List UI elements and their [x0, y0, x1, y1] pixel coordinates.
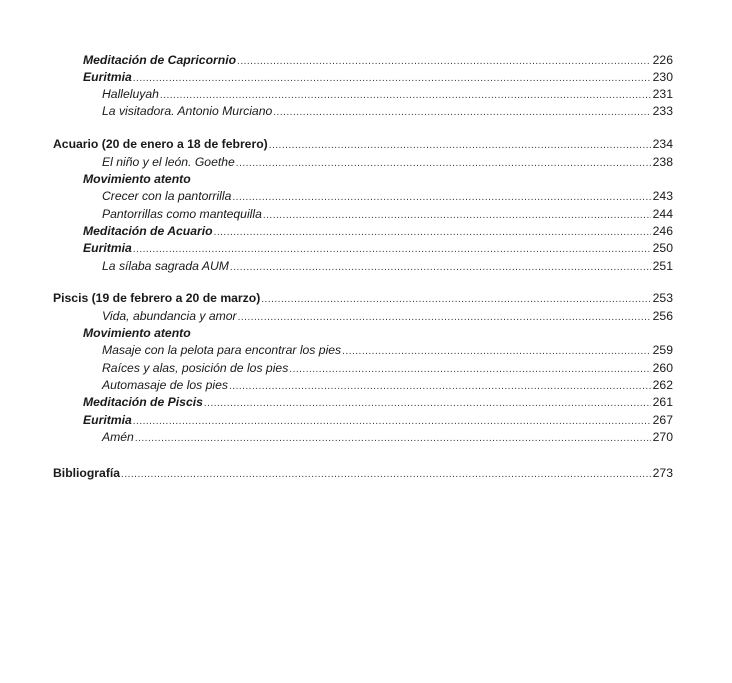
toc-entry-title: La visitadora. Antonio Murciano [102, 104, 273, 118]
toc-dot-leader [269, 138, 651, 154]
toc-entry [0, 69, 732, 85]
toc-entry [0, 103, 732, 119]
toc-entry [0, 465, 732, 481]
toc-dot-leader [133, 242, 651, 258]
toc-dot-leader [160, 88, 651, 104]
toc-entry [0, 429, 732, 445]
toc-entry-page: 233 [652, 104, 673, 118]
toc-entry-title: Automasaje de los pies [102, 378, 229, 392]
toc-entry-page: 273 [652, 466, 673, 480]
toc-entry-title: La sílaba sagrada AUM [102, 259, 229, 273]
toc-entry [0, 171, 732, 187]
toc-entry-page: 230 [652, 70, 673, 84]
toc-entry-page: 270 [652, 430, 673, 444]
toc-entry-title: Crecer con la pantorrilla [102, 189, 232, 203]
toc-dot-leader [214, 225, 651, 241]
toc-entry [0, 136, 732, 152]
toc-dot-leader [273, 105, 650, 121]
toc-dot-leader [121, 467, 651, 483]
toc-entry-page: 238 [652, 155, 673, 169]
toc-entry [0, 325, 732, 341]
toc-dot-leader [133, 71, 651, 87]
toc-entry-title: Pantorrillas como mantequilla [102, 207, 262, 221]
toc-entry-title: Amén [102, 430, 134, 444]
toc-entry-title: Meditación de Piscis [83, 395, 203, 409]
toc-entry [0, 86, 732, 102]
toc-dot-leader [261, 292, 650, 308]
toc-dot-leader [204, 396, 651, 412]
toc-entry-page: 259 [652, 343, 673, 357]
toc-entry-page: 244 [652, 207, 673, 221]
toc-entry-page: 250 [652, 241, 673, 255]
toc-dot-leader [238, 310, 651, 326]
toc-entry-title: Raíces y alas, posición de los pies [102, 361, 289, 375]
toc-entry-page: 243 [652, 189, 673, 203]
toc-entry-page: 262 [652, 378, 673, 392]
toc-dot-leader [135, 431, 651, 447]
toc-dot-leader [236, 156, 651, 172]
toc-entry [0, 240, 732, 256]
toc-dot-leader [230, 260, 651, 276]
toc-entry [0, 360, 732, 376]
toc-entry-page: 261 [652, 395, 673, 409]
toc-entry-page: 256 [652, 309, 673, 323]
toc-entry [0, 377, 732, 393]
toc-entry [0, 308, 732, 324]
toc-entry-title: El niño y el león. Goethe [102, 155, 235, 169]
toc-dot-leader [342, 344, 651, 360]
toc-entry-title: Acuario (20 de enero a 18 de febrero) [53, 137, 268, 151]
toc-entry-page: 267 [652, 413, 673, 427]
toc-entry-page: 253 [652, 291, 673, 305]
toc-entry-title: Meditación de Capricornio [83, 53, 237, 67]
toc-entry [0, 206, 732, 222]
toc-entry [0, 394, 732, 410]
toc-entry [0, 290, 732, 306]
toc-entry [0, 258, 732, 274]
toc-entry [0, 52, 732, 68]
toc-entry-page: 260 [652, 361, 673, 375]
toc-dot-leader [229, 379, 651, 395]
toc-entry-page: 246 [652, 224, 673, 238]
toc-entry [0, 342, 732, 358]
toc-entry-page: 251 [652, 259, 673, 273]
toc-entry-title: Masaje con la pelota para encontrar los pies [102, 343, 342, 357]
toc-entry [0, 412, 732, 428]
toc-entry-title: Vida, abundancia y amor [102, 309, 237, 323]
toc-dot-leader [289, 362, 650, 378]
toc-entry-title: Halleluyah [102, 87, 159, 101]
toc-entry-page: 226 [652, 53, 673, 67]
toc-dot-leader [133, 414, 651, 430]
toc-entry-title: Meditación de Acuario [83, 224, 213, 238]
toc-entry-title: Euritmia [83, 413, 132, 427]
toc-entry-title: Movimiento atento [83, 326, 191, 340]
toc-entry-page: 231 [652, 87, 673, 101]
toc-dot-leader [237, 54, 651, 70]
toc-entry-title: Bibliografía [53, 466, 121, 480]
toc-dot-leader [232, 190, 650, 206]
toc-entry-title: Euritmia [83, 70, 132, 84]
toc-entry [0, 223, 732, 239]
toc-entry-page: 234 [652, 137, 673, 151]
toc-entry [0, 188, 732, 204]
toc-entry-title: Euritmia [83, 241, 132, 255]
toc-entry-title: Movimiento atento [83, 172, 191, 186]
toc-dot-leader [263, 208, 651, 224]
toc-entry [0, 154, 732, 170]
toc-entry-title: Piscis (19 de febrero a 20 de marzo) [53, 291, 261, 305]
